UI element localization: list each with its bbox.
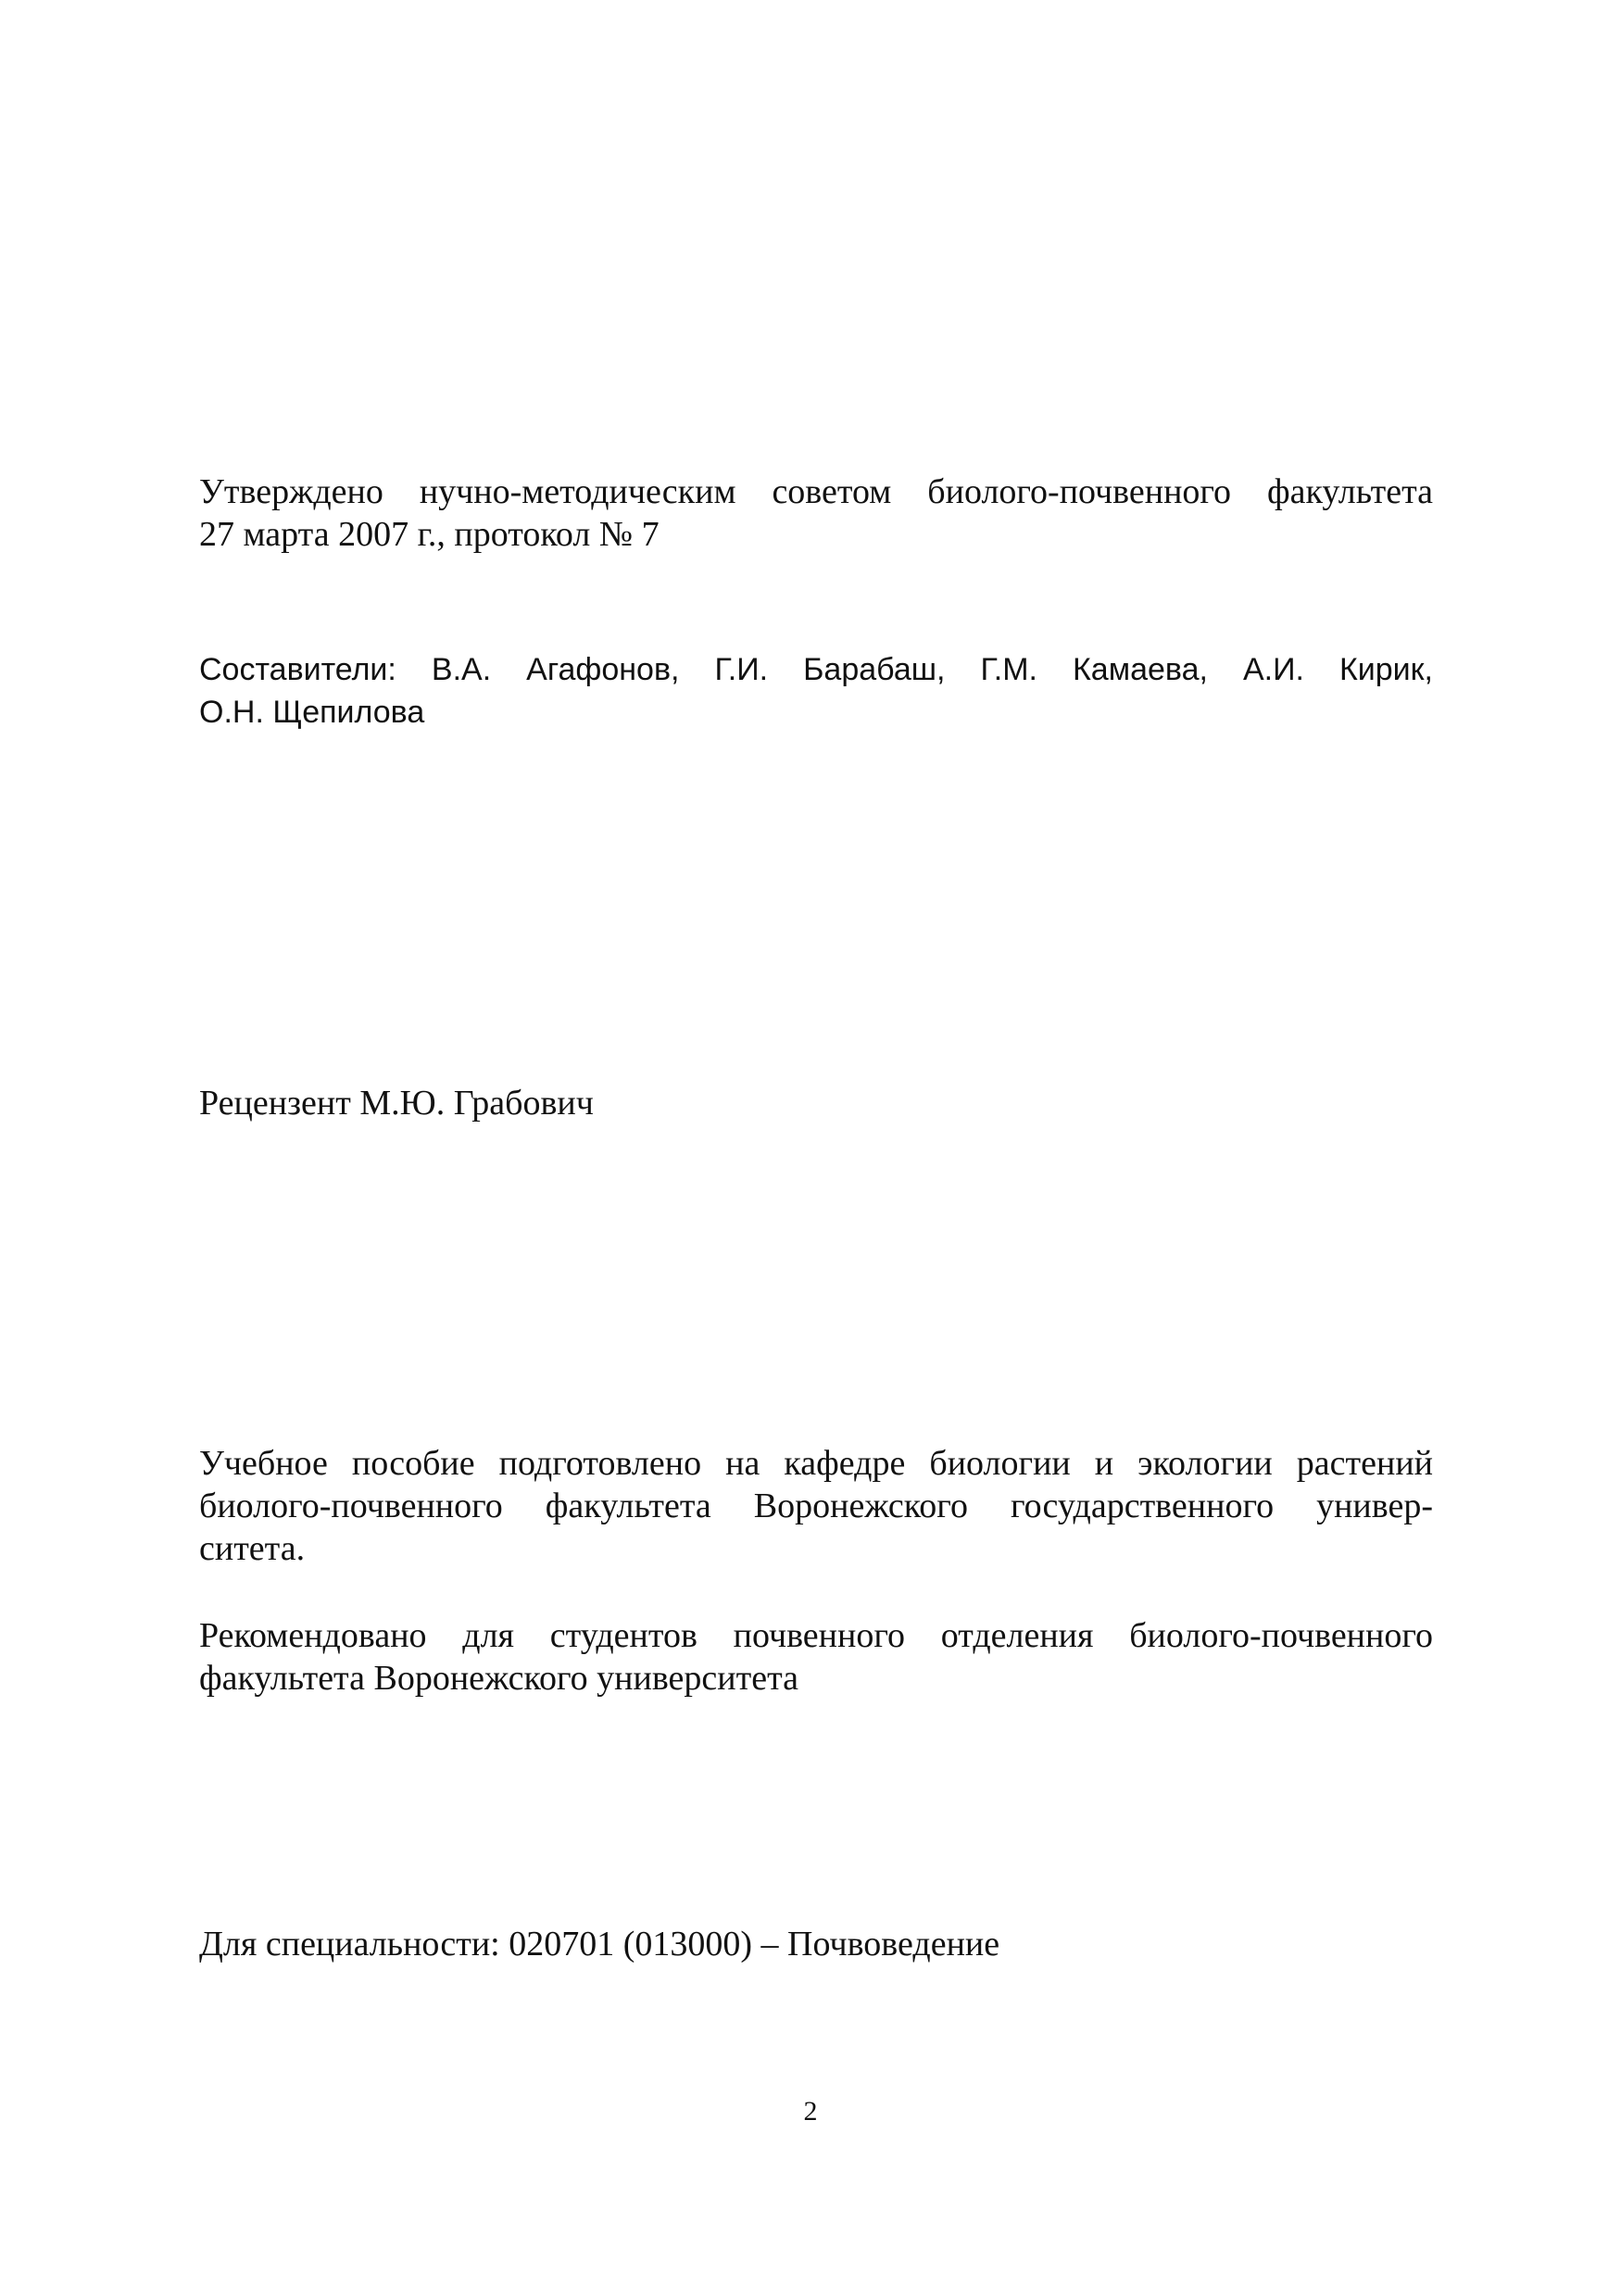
prepared-note <box>199 1442 1433 1570</box>
reviewer-text: Рецензент М.Ю. Грабович <box>199 1084 594 1123</box>
specialty-note <box>199 1923 1433 1965</box>
compilers-list <box>199 648 1433 734</box>
recommendation-note <box>199 1614 1433 1700</box>
specialty-text: Для специальности: 020701 (013000) – Почвоведение <box>199 1925 1000 1964</box>
prepared-line-1: Учебное пособие подготовлено на кафедре биологии и экологии растений <box>199 1444 1433 1483</box>
compilers-line-1: Составители: В.А. Агафонов, Г.И. Барабаш, Г.М. Камаева, А.И. Кирик, <box>199 652 1433 687</box>
recommended-line-1: Рекомендовано для студентов почвенного отделения биолого-почвенного <box>199 1616 1433 1655</box>
recommended-line-2: факультета Воронежского университета <box>199 1659 799 1698</box>
compilers-line-2: О.Н. Щепилова <box>199 695 425 730</box>
page-number: 2 <box>803 2096 818 2127</box>
approval-line-1: Утверждено нучно-методическим советом биолого-почвенного факультета <box>199 472 1433 511</box>
approval-line-2: 27 марта 2007 г., протокол № 7 <box>199 515 660 554</box>
prepared-line-3: ситета. <box>199 1529 306 1568</box>
approval-note <box>199 470 1433 556</box>
reviewer-note <box>199 1082 1433 1124</box>
prepared-line-2: биолого-почвенного факультета Воронежского государственного универ- <box>199 1487 1433 1525</box>
